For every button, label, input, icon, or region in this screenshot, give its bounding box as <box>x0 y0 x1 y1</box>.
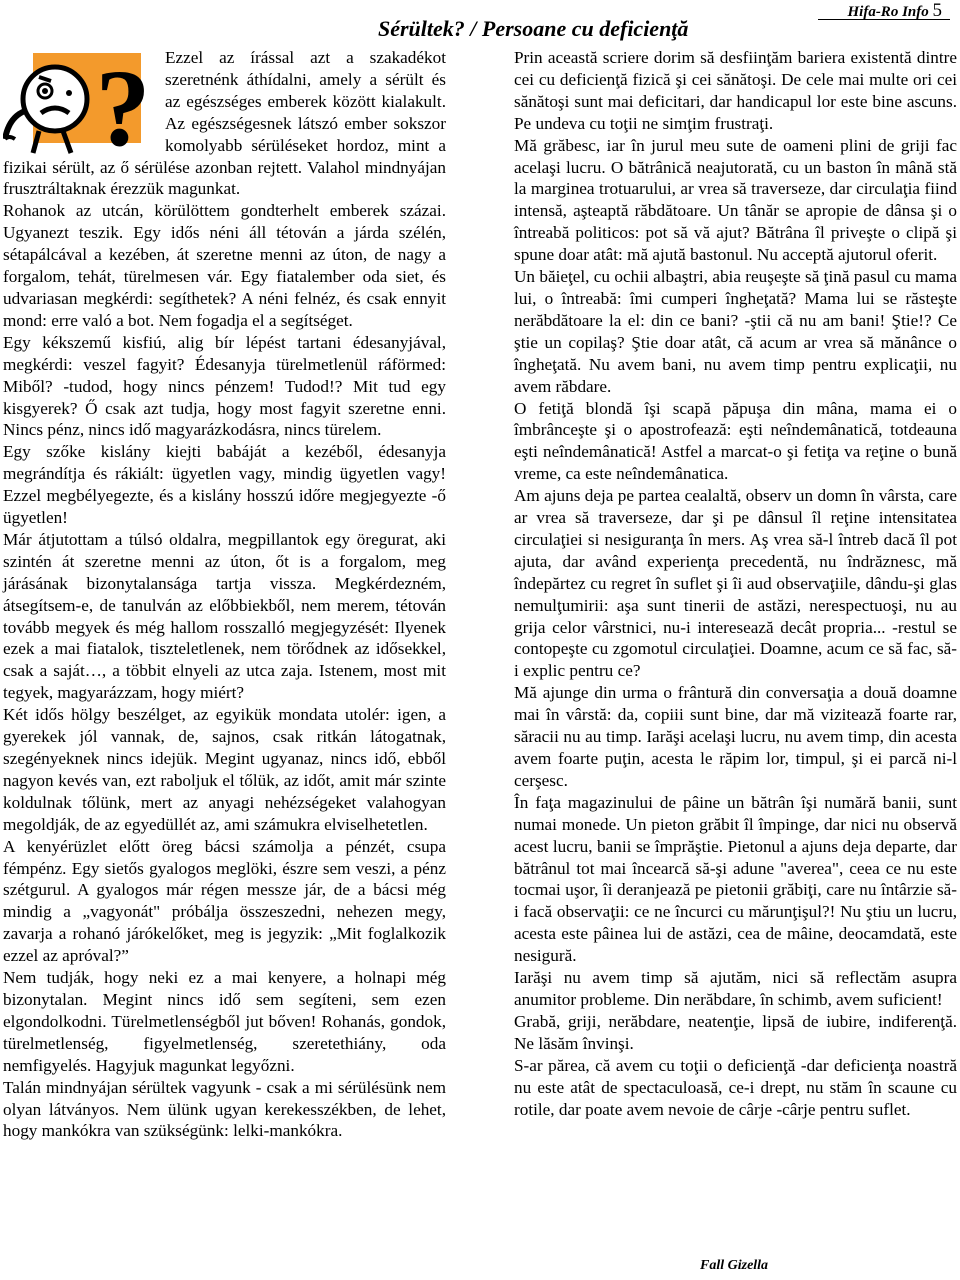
paragraph: Mă ajunge din urma o frântură din conversaţia a două doamne mai în vârstă: da, copiii sunt bine, dar mă vizitează foarte rar, săracii nu au timp. Iarăşi acelaşi lucru, nu avem timp, din acesta avem foarte puţin, acesta le răpim lor, timpul, şi ei parcă ni-l cerşesc. <box>514 683 957 790</box>
paragraph: Rohanok az utcán, körülöttem gondterhelt emberek százai. Ugyanezt teszik. Egy idős néni áll tétován a járda szélén, sétapálcával a kezében, át szeretne menni az úton, de nagy a forgalom, tehát, türelmesen vár. Egy fiatalember oda siet, és udvariasan megkérdi: segíthetek? A néni felnéz, és csak ennyit mond: erre való a bot. Nem fogadja el a segítséget. <box>3 201 446 330</box>
paragraph: Grabă, griji, nerăbdare, neatenţie, lipsă de iubire, indiferenţă. Ne lăsăm învinşi. <box>514 1011 957 1053</box>
paragraph: În faţa magazinului de pâine un bătrân îşi numără banii, sunt numai monede. Un pieton grăbit îl împinge, dar nici nu observă acest lucru, banii se împrăştie. Pietonul a ajuns deja departe, dar bătrânul tot mai încearcă să-şi adune "averea", ceea ce nu este tocmai uşor, îi deranjează pe pietonii grăbiţi, care nu întârzie să-i facă observaţii: ce ne încurci cu mărunţişul?! Nu ştiu un lucru, acesta este pâinea lui de astăzi, cea de mâine, deocamdată, este nesigură. <box>514 792 957 966</box>
paragraph: Egy kékszemű kisfiú, alig bír lépést tartani édesanyjával, megkérdi: veszel fagyit? Édesanyja türelmetlenül ráförmed: Miből? -tudod, hogy nincs pénzem! Tudod!? Mit tud egy kisgyerek? Ő csak azt tudja, hogy most fagyit szeretne enni. Nincs pénz, nincs idő magyarázkodásra, nincs türelem. <box>3 332 446 440</box>
header-label <box>847 0 942 22</box>
publication-name: Hifa-Ro Info <box>847 4 929 20</box>
paragraph: Két idős hölgy beszélget, az egyikük mondata utolér: igen, a gyerekek jól vannak, de, sajnos, csak ritkán látogatnak, szegényeknek nincs idejük. Megint ugyanaz, nincs idő, ebből nagyon kevés van, ezt raboljuk el tőlük, az időt, amit már szinte koldulnak tőlünk, mert az anyagi nehézségeket valahogyan megoldják, de az egyedüllét az, ami számukra elviselhetetlen. <box>3 705 446 834</box>
paragraph: Iarăşi nu avem timp să ajutăm, nici să reflectăm asupra anumitor probleme. Din nerăbdare, în schimb, avem suficient! <box>514 968 957 1009</box>
svg-text:?: ? <box>95 47 151 155</box>
page-number: 5 <box>932 0 942 21</box>
paragraph: O fetiţă blondă îşi scapă păpuşa din mâna, mama ei o îmbrânceşte şi o apostrofează: eşti neîndemânatică, totdeauna eşti neîndemânatică! Astfel a marcat-o şi fetiţa va reţine o bună vreme, ca este neîndemânatica. <box>514 398 957 484</box>
question-face-icon <box>3 47 161 155</box>
paragraph: Talán mindnyájan sérültek vagyunk - csak a mi sérülésünk nem olyan látványos. Nem ülünk ugyan kerekesszékben, de lehet, hogy mankókra van szükségünk: lelki-mankókra. <box>3 1077 446 1141</box>
paragraph: A kenyérüzlet előtt öreg bácsi számolja a pénzét, csupa fémpénz. Egy sietős gyalogos meglöki, észre sem veszi, a pénz szétgurul. A gyalogos már régen messze jár, de a bácsi még mindig a „vagyonát" próbálja összeszedni, nehezen megy, zavarja a rohanó járókelőket, meg is jegyzik: „Mit foglalkozik ezzel az apróval?” <box>3 836 446 966</box>
paragraph: Mă grăbesc, iar în jurul meu sute de oameni plini de griji fac acelaşi lucru. O bătrânică neajutorată, cu un baston în mână stă la marginea trotuarului, ar vrea să traverseze, dar circulaţia fiind intensă, aşteaptă răbdătoare. Un tânăr se apropie de dânsa şi o întreabă politicos: pot să vă ajut? Bătrâna îl priveşte o clipă şi spune doar atât: mă ajută bastonul. Nu acceptă ajutorul oferit. <box>514 135 957 265</box>
hungarian-column <box>3 47 446 1142</box>
paragraph: Egy szőke kislány kiejti babáját a kezéből, édesanyja megrándítja és rákiált: ügyetlen vagy, mindig ügyetlen vagy! Ezzel megbélyegezte, és a kislány hosszú időre megjegyezte -ő ügyetlen! <box>3 442 446 528</box>
paragraph: Prin această scriere dorim să desfiinţăm bariera existentă dintre cei cu deficienţă fizică şi cei sănătoşi. De cele mai multe ori cei sănătoşi sunt mai deficitari, dar handicapul lor este bine ascuns. Pe undeva cu toţii ne simţim frustraţi. <box>514 48 957 133</box>
article-title: Sérültek? / Persoane cu deficienţă <box>378 16 689 41</box>
paragraph: Un băieţel, cu ochii albaştri, abia reuşeşte să ţină pasul cu mama lui, o întreabă: îmi cumperi îngheţată? Mama lui se răsteşte nerăbdătoare la el: din ce bani? -ştii că nu am bani! Ştie!? Ce ştie un copilaş? Ştie doar atât, că acum ar vrea să mănânce o îngheţată. Nu avem bani, nu avem timp pentru explicaţii, nu avem răbdare. <box>514 267 957 396</box>
paragraph: Nem tudják, hogy neki ez a mai kenyere, a holnapi még bizonytalan. Megint nincs idő sem segíteni, sem ezen elgondolkodni. Türelmetlenségből jut bőven! Rohanás, gondok, türelmetlenség, figyelmetlenség, szeretethiány, oda nemfigyelés. Hagyjuk magunkat legyőzni. <box>3 968 446 1075</box>
paragraph: Ezzel az írással azt a szakadékot szeretnénk áthídalni, amely a sérült és az egészséges emberek között kialakult. Az egészségesnek látszó ember sokszor komolyabb sérüléseket hordoz, mint a fizikai sérült, az ő sérülése azonban rejtett. Valahol mindnyájan frusztráltaknak érezzük magunkat. <box>3 48 446 199</box>
paragraph: S-ar părea, că avem cu toţii o deficienţă -dar deficienţa noastră nu este atât de spectaculoasă, ce-i drept, nu stăm în scaune cu rotile, dar poate avem nevoie de cârje -cârje pentru suflet. <box>514 1055 957 1119</box>
paragraph: Már átjutottam a túlsó oldalra, megpillantok egy öregurat, aki szintén át szeretne menni az úton, őt is a forgalom, meg járásának bizonytalansága tartja vissza. Megkérdezném, átsegítsem-e, de tanulván az előbbiekből, nem merem, tétován tovább megyek és még hallom rosszalló megjegyzését: Ilyenek ezek a mai fiatalok, tiszteletlenek, nem törődnek az idősekkel, csak a saját…, a többit elnyeli az utca zaja. Istenem, most mit tegyek, magyarázzam, hogy miért? <box>3 529 446 703</box>
romanian-column <box>514 47 957 1120</box>
author-name: Fall Gizella <box>700 1258 769 1273</box>
paragraph: Am ajuns deja pe partea cealaltă, observ un domn în vârsta, care ar vrea să traverseze, dar şi pe dânsul îl reţine intensitatea circulaţiei si nesiguranţa în mers. Aş vrea să-l întreb dacă îl pot ajuta, dar având experienţa precedentă, nu îndrăznesc, mă îndepărtez cu regret în suflet şi îi aud observaţiile, dându-şi glas nemulţumirii: aşa sunt tinerii de astăzi, nerespectuoşi, nu au grija celor vârstnici, nu-i interesează decât propria... -restul se contopeşte cu zgomotul circulaţiei. Doamne, acum ce să fac, să-i explic pentru ce? <box>514 486 957 681</box>
